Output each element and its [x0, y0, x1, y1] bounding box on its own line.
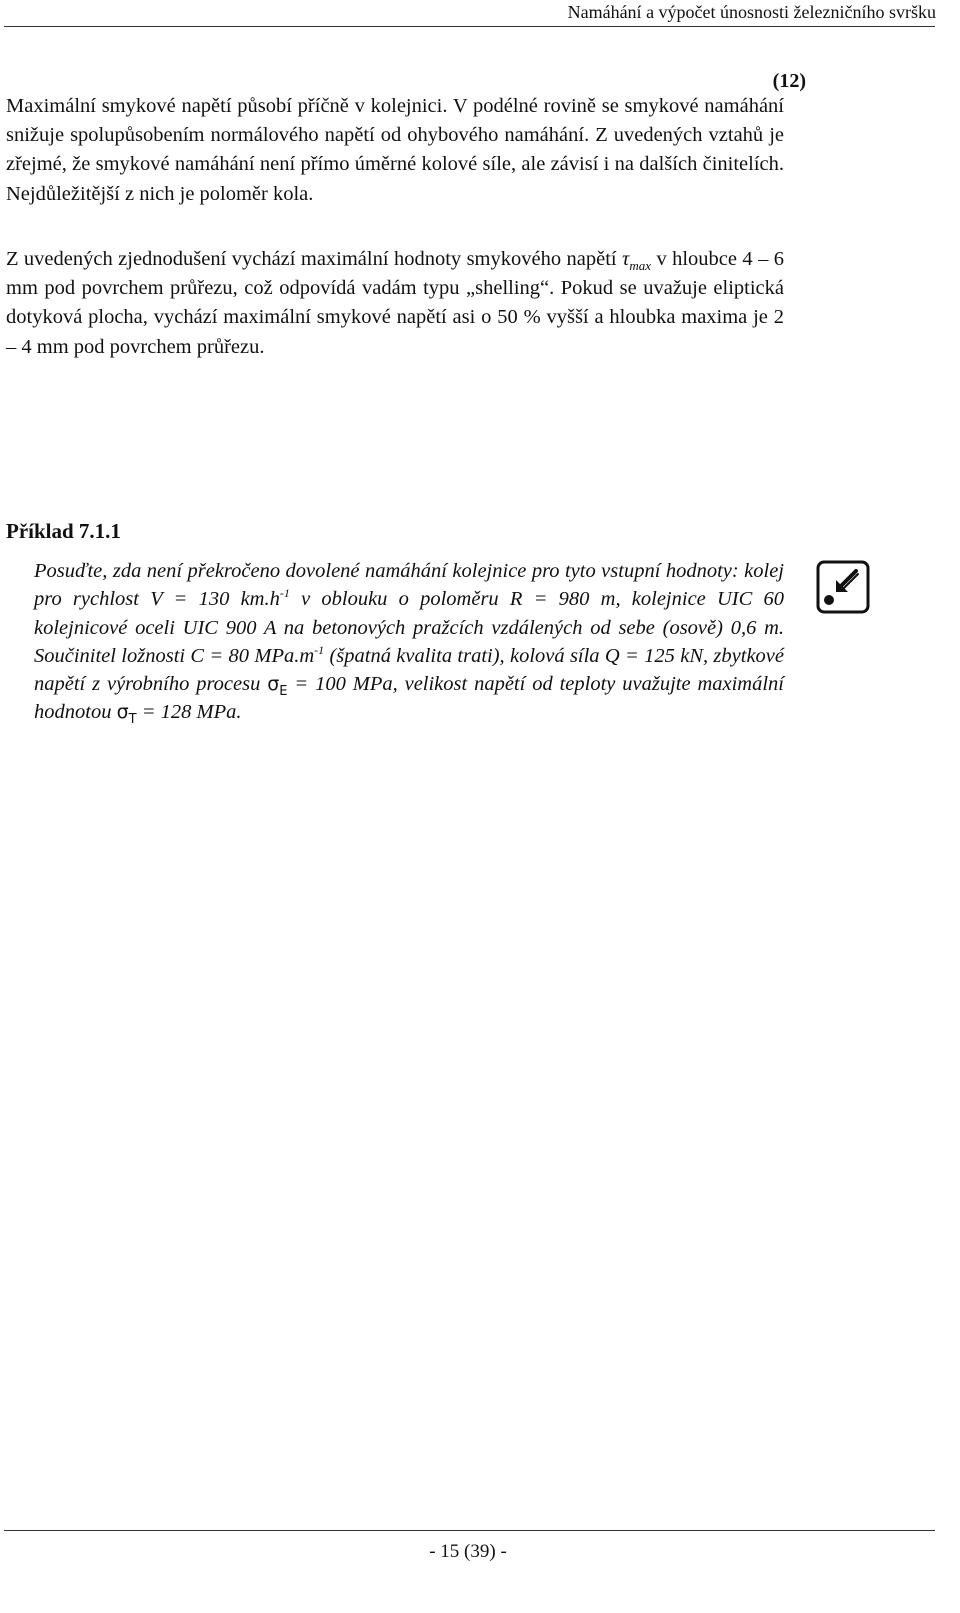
paragraph-simplification: [6, 245, 784, 362]
example-text-part: = 128 MPa.: [136, 701, 242, 724]
task-pencil-icon: [816, 560, 870, 614]
paragraph-text-part: v hloubce 4 – 6 mm pod povrchem průřezu, což odpovídá vadám typu „shelling“. Pokud se uvažuje eliptická dotyková plocha, vychází maximální smykové napětí asi o 50 % vyšší a hloubka maxima je 2 – 4 mm pod povrchem průřezu.: [6, 248, 784, 358]
paragraph-shear-stress: Maximální smykové napětí působí příčně v kolejnici. V podélné rovině se smykové namáhání snižuje spolupůsobením normálového napětí od ohybového namáhání. Z uvedených vztahů je zřejmé, že smykové namáhání není přímo úměrné kolové síle, ale závisí i na dalších činitelích. Nejdůležitější z nich je poloměr kola.: [6, 95, 784, 205]
tau-letter: τ: [622, 248, 630, 270]
example-title: Příklad 7.1.1: [6, 519, 121, 543]
tau-symbol: [622, 248, 652, 274]
sigma-t-symbol: [116, 701, 137, 728]
sigma-subscript: E: [279, 683, 288, 699]
running-header: Namáhání a výpočet únosnosti železničního svršku: [567, 2, 936, 22]
sigma-letter: σ: [116, 701, 129, 724]
exponent: -1: [314, 643, 325, 658]
example-text-part: (špatná kvalita trati), kolová síla Q = 125 kN, zbytkové napětí z výrobního procesu: [34, 644, 785, 696]
tau-subscript: max: [629, 258, 652, 274]
example-text-part: = 100 MPa, velikost napětí od teploty uvažujte maximální hodnotou: [34, 673, 784, 724]
sigma-e-symbol: [267, 673, 288, 699]
sigma-subscript: T: [128, 712, 137, 728]
paragraph-text-part: Z uvedených zjednodušení vychází maximální hodnoty smykového napětí: [6, 248, 623, 270]
exponent: -1: [279, 586, 290, 601]
footer-divider: [4, 1530, 935, 1531]
example-text-part: v oblouku o poloměru R = 980 m, kolejnice UIC 60 kolejnicové oceli UIC 900 A na betonových pražcích vzdálených od sebe (osově) 0,6 m. Součinitel ložnosti C = 80 MPa.m: [34, 588, 785, 667]
example-text-part: Posuďte, zda není překročeno dovolené namáhání kolejnice pro tyto vstupní hodnoty: kolej pro rychlost V = 130 km.h: [34, 560, 784, 611]
sigma-letter: σ: [267, 673, 280, 696]
page-number: - 15 (39) -: [429, 1541, 507, 1562]
header-divider: [4, 26, 935, 27]
example-assignment: [34, 557, 784, 727]
equation-number: (12): [772, 70, 806, 92]
